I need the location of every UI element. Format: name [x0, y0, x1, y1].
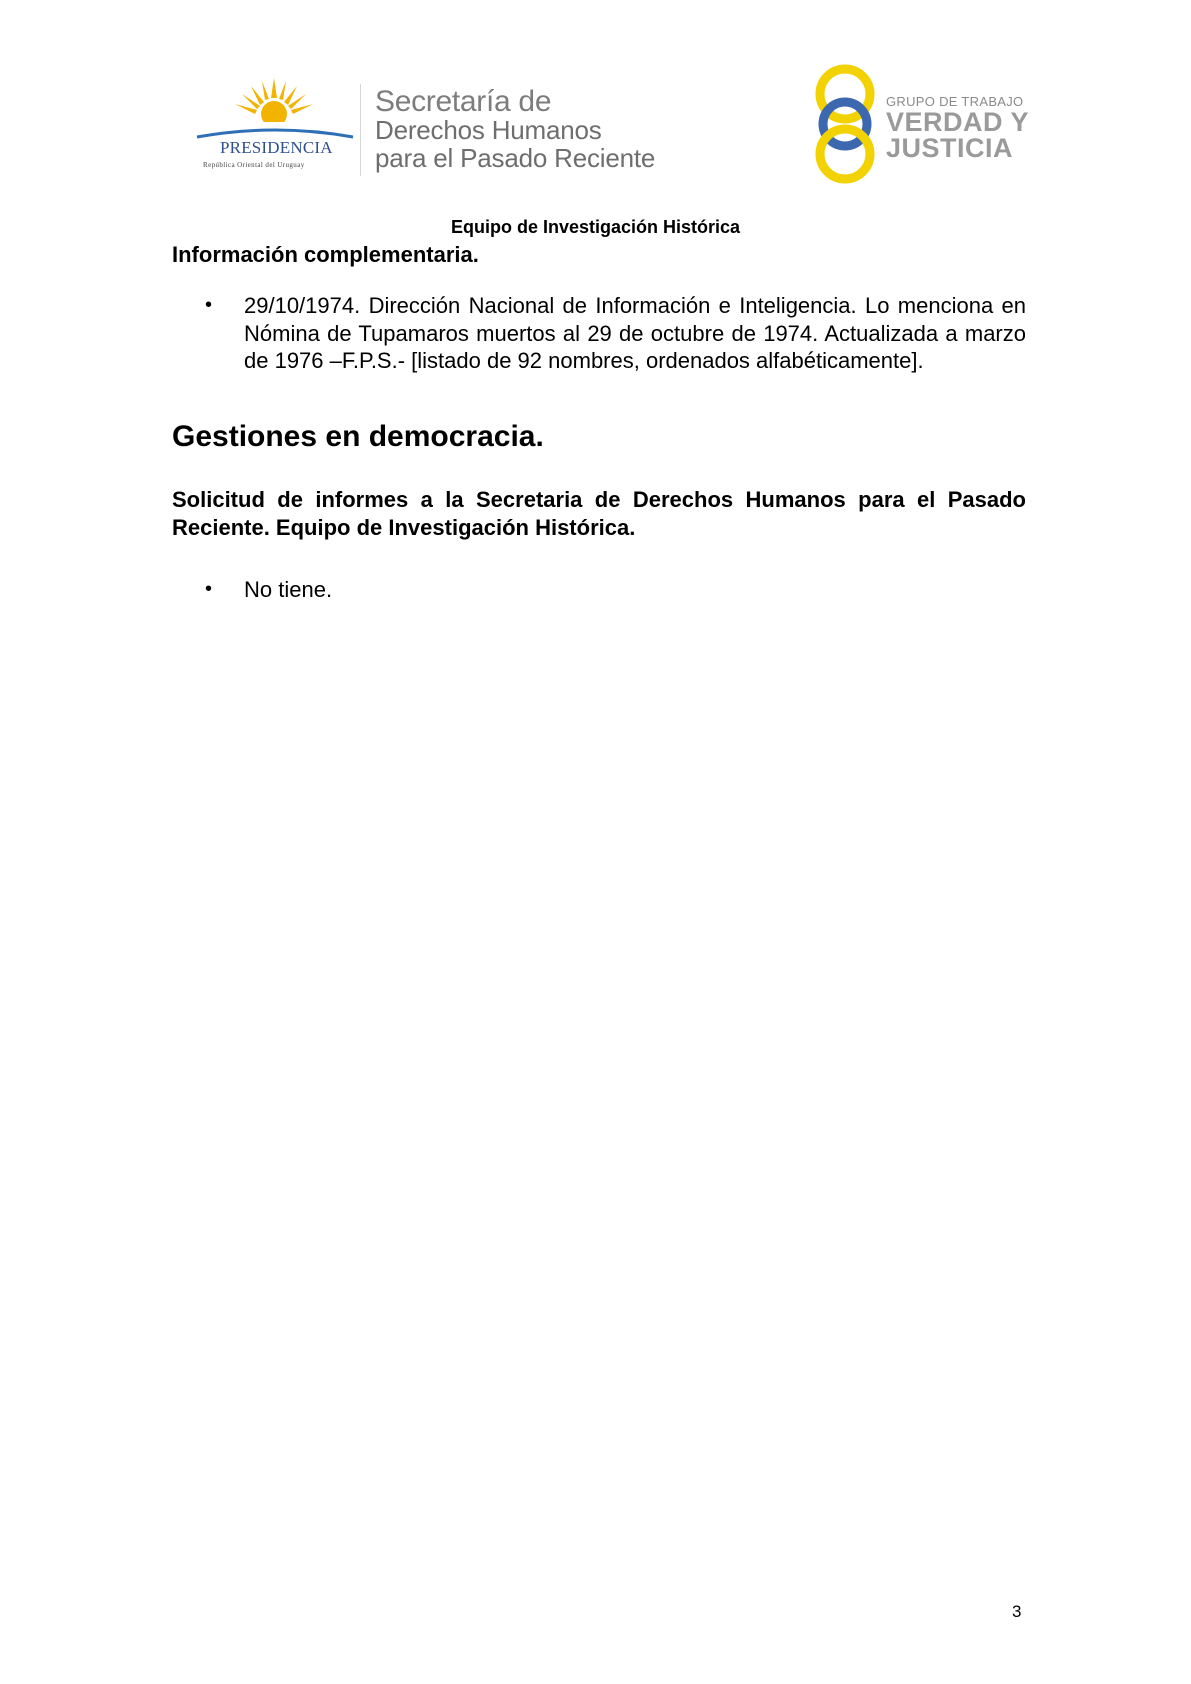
page-number: 3 [1012, 1602, 1022, 1621]
presidencia-word: PRESIDENCIA [220, 138, 333, 157]
secretaria-line-1: Secretaría de [375, 85, 552, 118]
presidencia-subtitle: República Oriental del Uruguay [203, 161, 305, 169]
team-title: Equipo de Investigación Histórica [450, 217, 741, 237]
presidencia-logo [195, 78, 355, 178]
gtvj-small-text: GRUPO DE TRABAJO [886, 94, 1024, 109]
header-divider [360, 84, 361, 176]
horizon-arc-icon [195, 125, 355, 139]
list-item-text: 29/10/1974. Dirección Nacional de Información e Inteligencia. Lo menciona en Nómina de Tupamaros muertos al 29 de octubre de 1974. Actualizada a marzo de 1976 –F.P.S.- [listado de 92 nombres, ordenados alfabéticamente]. [244, 293, 1026, 373]
bullet-icon: • [205, 578, 213, 600]
gtvj-line-2: JUSTICIA [886, 133, 1014, 163]
solicitud-list [172, 576, 1026, 604]
secretaria-line-2: Derechos Humanos [375, 115, 602, 145]
info-heading: Información complementaria. [172, 242, 479, 267]
gtvj-logo-text [886, 94, 1029, 161]
solicitud-heading: Solicitud de informes a la Secretaria de Derechos Humanos para el Pasado Reciente. Equipo de Investigación Histórica. [172, 487, 1026, 540]
secretaria-logo-text [375, 85, 656, 173]
list-item [172, 292, 1026, 375]
list-item-text: No tiene. [244, 577, 333, 602]
gestiones-heading: Gestiones en democracia. [172, 420, 544, 453]
bullet-icon: • [205, 294, 213, 316]
secretaria-line-3: para el Pasado Reciente [375, 143, 656, 173]
list-item [172, 576, 1026, 604]
linked-rings-icon [810, 62, 880, 187]
gtvj-line-1: VERDAD Y [886, 107, 1030, 137]
info-list [172, 292, 1026, 375]
